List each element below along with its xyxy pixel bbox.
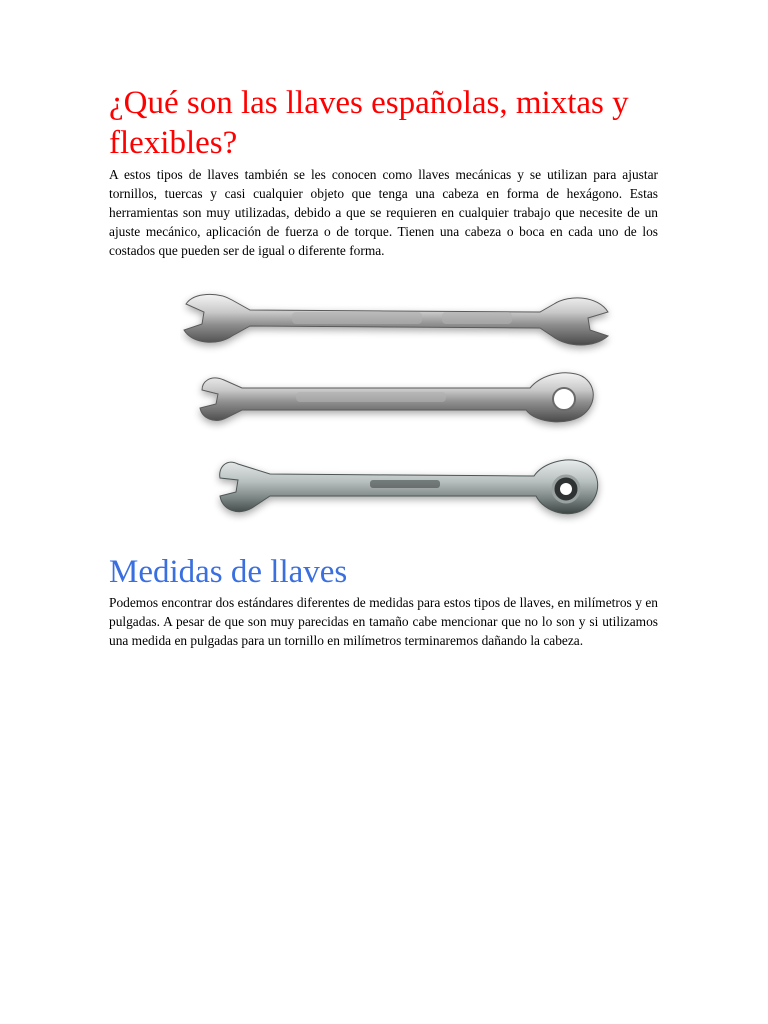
wrenches-illustration: [180, 282, 616, 530]
measures-paragraph: Podemos encontrar dos estándares diferentes de medidas para estos tipos de llaves, en milímetros y en pulgadas. A pesar de que son muy parecidas en tamaño cabe mencionar que no lo son y si utilizamos una medida en pulgadas para un tornillo en milímetros terminaremos dañando la cabeza.: [109, 595, 658, 648]
section-title: ¿Qué son las llaves españolas, mixtas y flexibles?: [109, 85, 629, 161]
open-end-wrench: [184, 294, 608, 345]
combination-wrench: [200, 373, 593, 422]
ratcheting-combination-wrench: [220, 460, 598, 514]
measures-title: Medidas de llaves: [109, 554, 348, 590]
intro-paragraph: A estos tipos de llaves también se les conocen como llaves mecánicas y se utilizan para ajustar tornillos, tuercas y casi cualquier objeto que tenga una cabeza en forma de hexágono. Estas herramientas son muy utilizadas, debido a que se requieren en cualquier trabajo que necesite de un ajuste mecánico, aplicación de fuerza o de torque. Tienen una cabeza o boca en cada uno de los costados que pueden ser de igual o diferente forma.: [109, 167, 658, 258]
